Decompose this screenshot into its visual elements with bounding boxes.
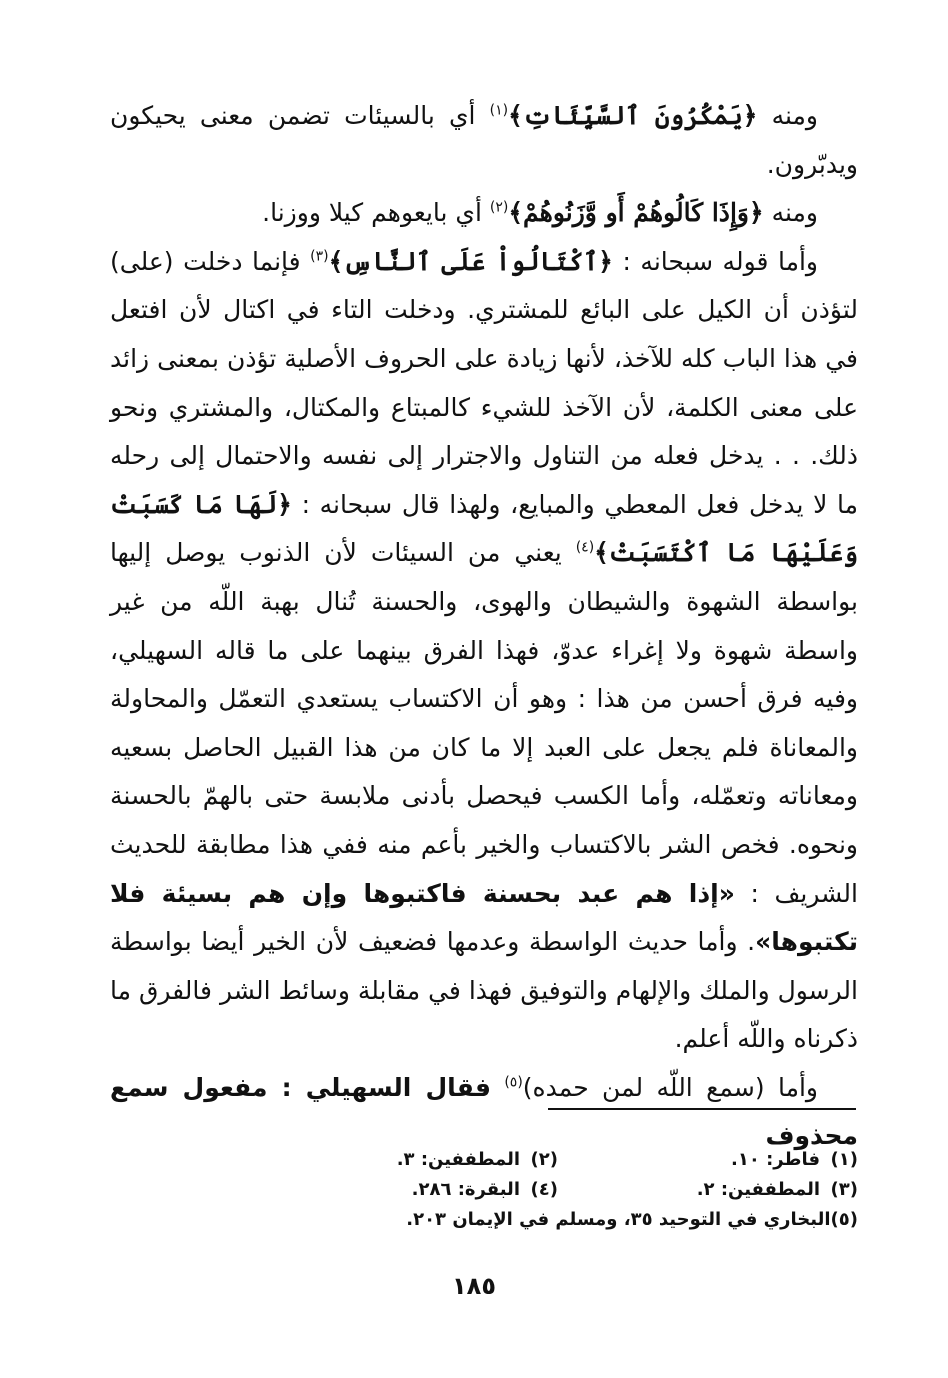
paragraph-lead: وأما قوله سبحانه : — [622, 246, 818, 276]
paragraph-text: أي بايعوهم كيلا ووزنا. — [262, 198, 482, 228]
footnote-text: البقرة: ٢٨٦. — [411, 1179, 520, 1200]
paragraph-lead: ومنه — [771, 198, 818, 228]
footnote — [558, 1175, 858, 1205]
footnote-text: المطففين: ٢. — [696, 1179, 820, 1200]
hadith-quote: «إذا هم عبد بحسنة فاكتبوها وإن هم بسيئة فلا تكتبوها» — [110, 878, 858, 957]
paragraph-text: أي بالسيئات تضمن معنى يحيكون ويدبّرون. — [110, 101, 858, 179]
footnote-row — [110, 1205, 858, 1235]
footnote-text: المطففين: ٣. — [396, 1149, 520, 1170]
footnote-text: البخاري في التوحيد ٣٥، ومسلم في الإيمان ٢٠٣. — [406, 1209, 831, 1230]
footnote-number: (٤) — [530, 1179, 558, 1200]
footnote-ref: (٢) — [489, 199, 509, 216]
footnote — [258, 1145, 558, 1175]
paragraph-text: يعني من السيئات لأن الذنوب يوصل إليها بواسطة الشهوة والشيطان والهوى، والحسنة تُنال بهبة اللّه من غير واسطة شهوة ولا إغراء عدوّ، فهذا الفرق بينهما على ما قاله السهيلي، وفيه فرق أحسن من هذا : وهو أن الاكتساب يستعدي التعمّل والمحاولة والمعاناة فلم يجعل على العبد إلا ما كان من هذا القبيل الحاصل بسعيه ومعاناته وتعمّله، وأما الكسب فيحصل بأدنى ملابسة حتى بالهمّ بالحسنة ونحوه. فخص الشر بالاكتساب والخير بأعم منه ففي هذا مطابقة للحديث الشريف : — [110, 538, 858, 908]
footnote-number: (٢) — [530, 1149, 558, 1170]
quran-verse: ﴿وَإِذَا كَالُوهُمْ أَو وَّزَنُوهُمْ﴾ — [508, 198, 764, 228]
footnote-number: (١) — [830, 1149, 858, 1170]
footnote — [558, 1145, 858, 1175]
page-number: ١٨٥ — [452, 1272, 496, 1300]
quran-verse: ﴿يَمْكُرُونَ ٱلسَّيِّئَاتِ﴾ — [508, 101, 758, 130]
footnote-number: (٣) — [830, 1179, 858, 1200]
paragraph-lead: ومنه — [771, 101, 818, 130]
paragraph-text: فإنما دخلت (على) لتؤذن أن الكيل على البائع للمشتري. ودخلت التاء في اكتال لأن افتعل في هذا الباب كله للآخذ، لأنها زيادة على الحروف الأصلية تؤذن بمعنى زائد على معنى الكلمة، لأن الآخذ للشيء كالمبتاع والمكتال، والمشتري ونحو ذلك. . . يدخل فعله من التناول والاجترار إلى نفسه والاحتمال إلى رحله ما لا يدخل فعل المعطي والمبايع، ولهذا قال سبحانه : — [110, 246, 858, 519]
footnote-separator — [548, 1108, 856, 1110]
paragraph-lead: وأما (سمع اللّه لمن حمده) — [522, 1072, 818, 1102]
footnote-number: (٥) — [830, 1209, 858, 1230]
footnote-row — [110, 1175, 858, 1205]
paragraph-text: فقال السهيلي : مفعول سمع محذوف — [110, 1072, 858, 1151]
footnote — [110, 1205, 858, 1235]
paragraph-1 — [110, 92, 858, 189]
footnote-row — [110, 1145, 858, 1175]
quran-verse: ﴿لَهَا مَا كَسَبَتْ وَعَلَيْهَا مَا ٱكْتَسَبَتْ﴾ — [110, 489, 858, 568]
paragraph-text: . وأما حديث الواسطة وعدمها فضعيف لأن الخير أيضا بواسطة الرسول والملك والإلهام والتوفيق فهذا في مقابلة وسائط الشر فالفرق ما ذكرناه واللّه أعلم. — [110, 927, 858, 1054]
footnote-text: فاطر: ١٠. — [731, 1149, 820, 1170]
footnotes — [110, 1145, 858, 1235]
footnote-ref: (٥) — [504, 1074, 523, 1091]
paragraph-2 — [110, 189, 858, 238]
footnote — [258, 1175, 558, 1205]
quran-verse: ﴿ٱكْتَالُواْ عَلَى ٱلنَّاسِ﴾ — [328, 246, 613, 276]
paragraph-3 — [110, 238, 858, 1064]
footnote-ref: (٣) — [310, 248, 329, 265]
footnote-ref: (١) — [489, 102, 509, 119]
body-text — [110, 92, 858, 1161]
footnote-ref: (٤) — [575, 540, 595, 557]
